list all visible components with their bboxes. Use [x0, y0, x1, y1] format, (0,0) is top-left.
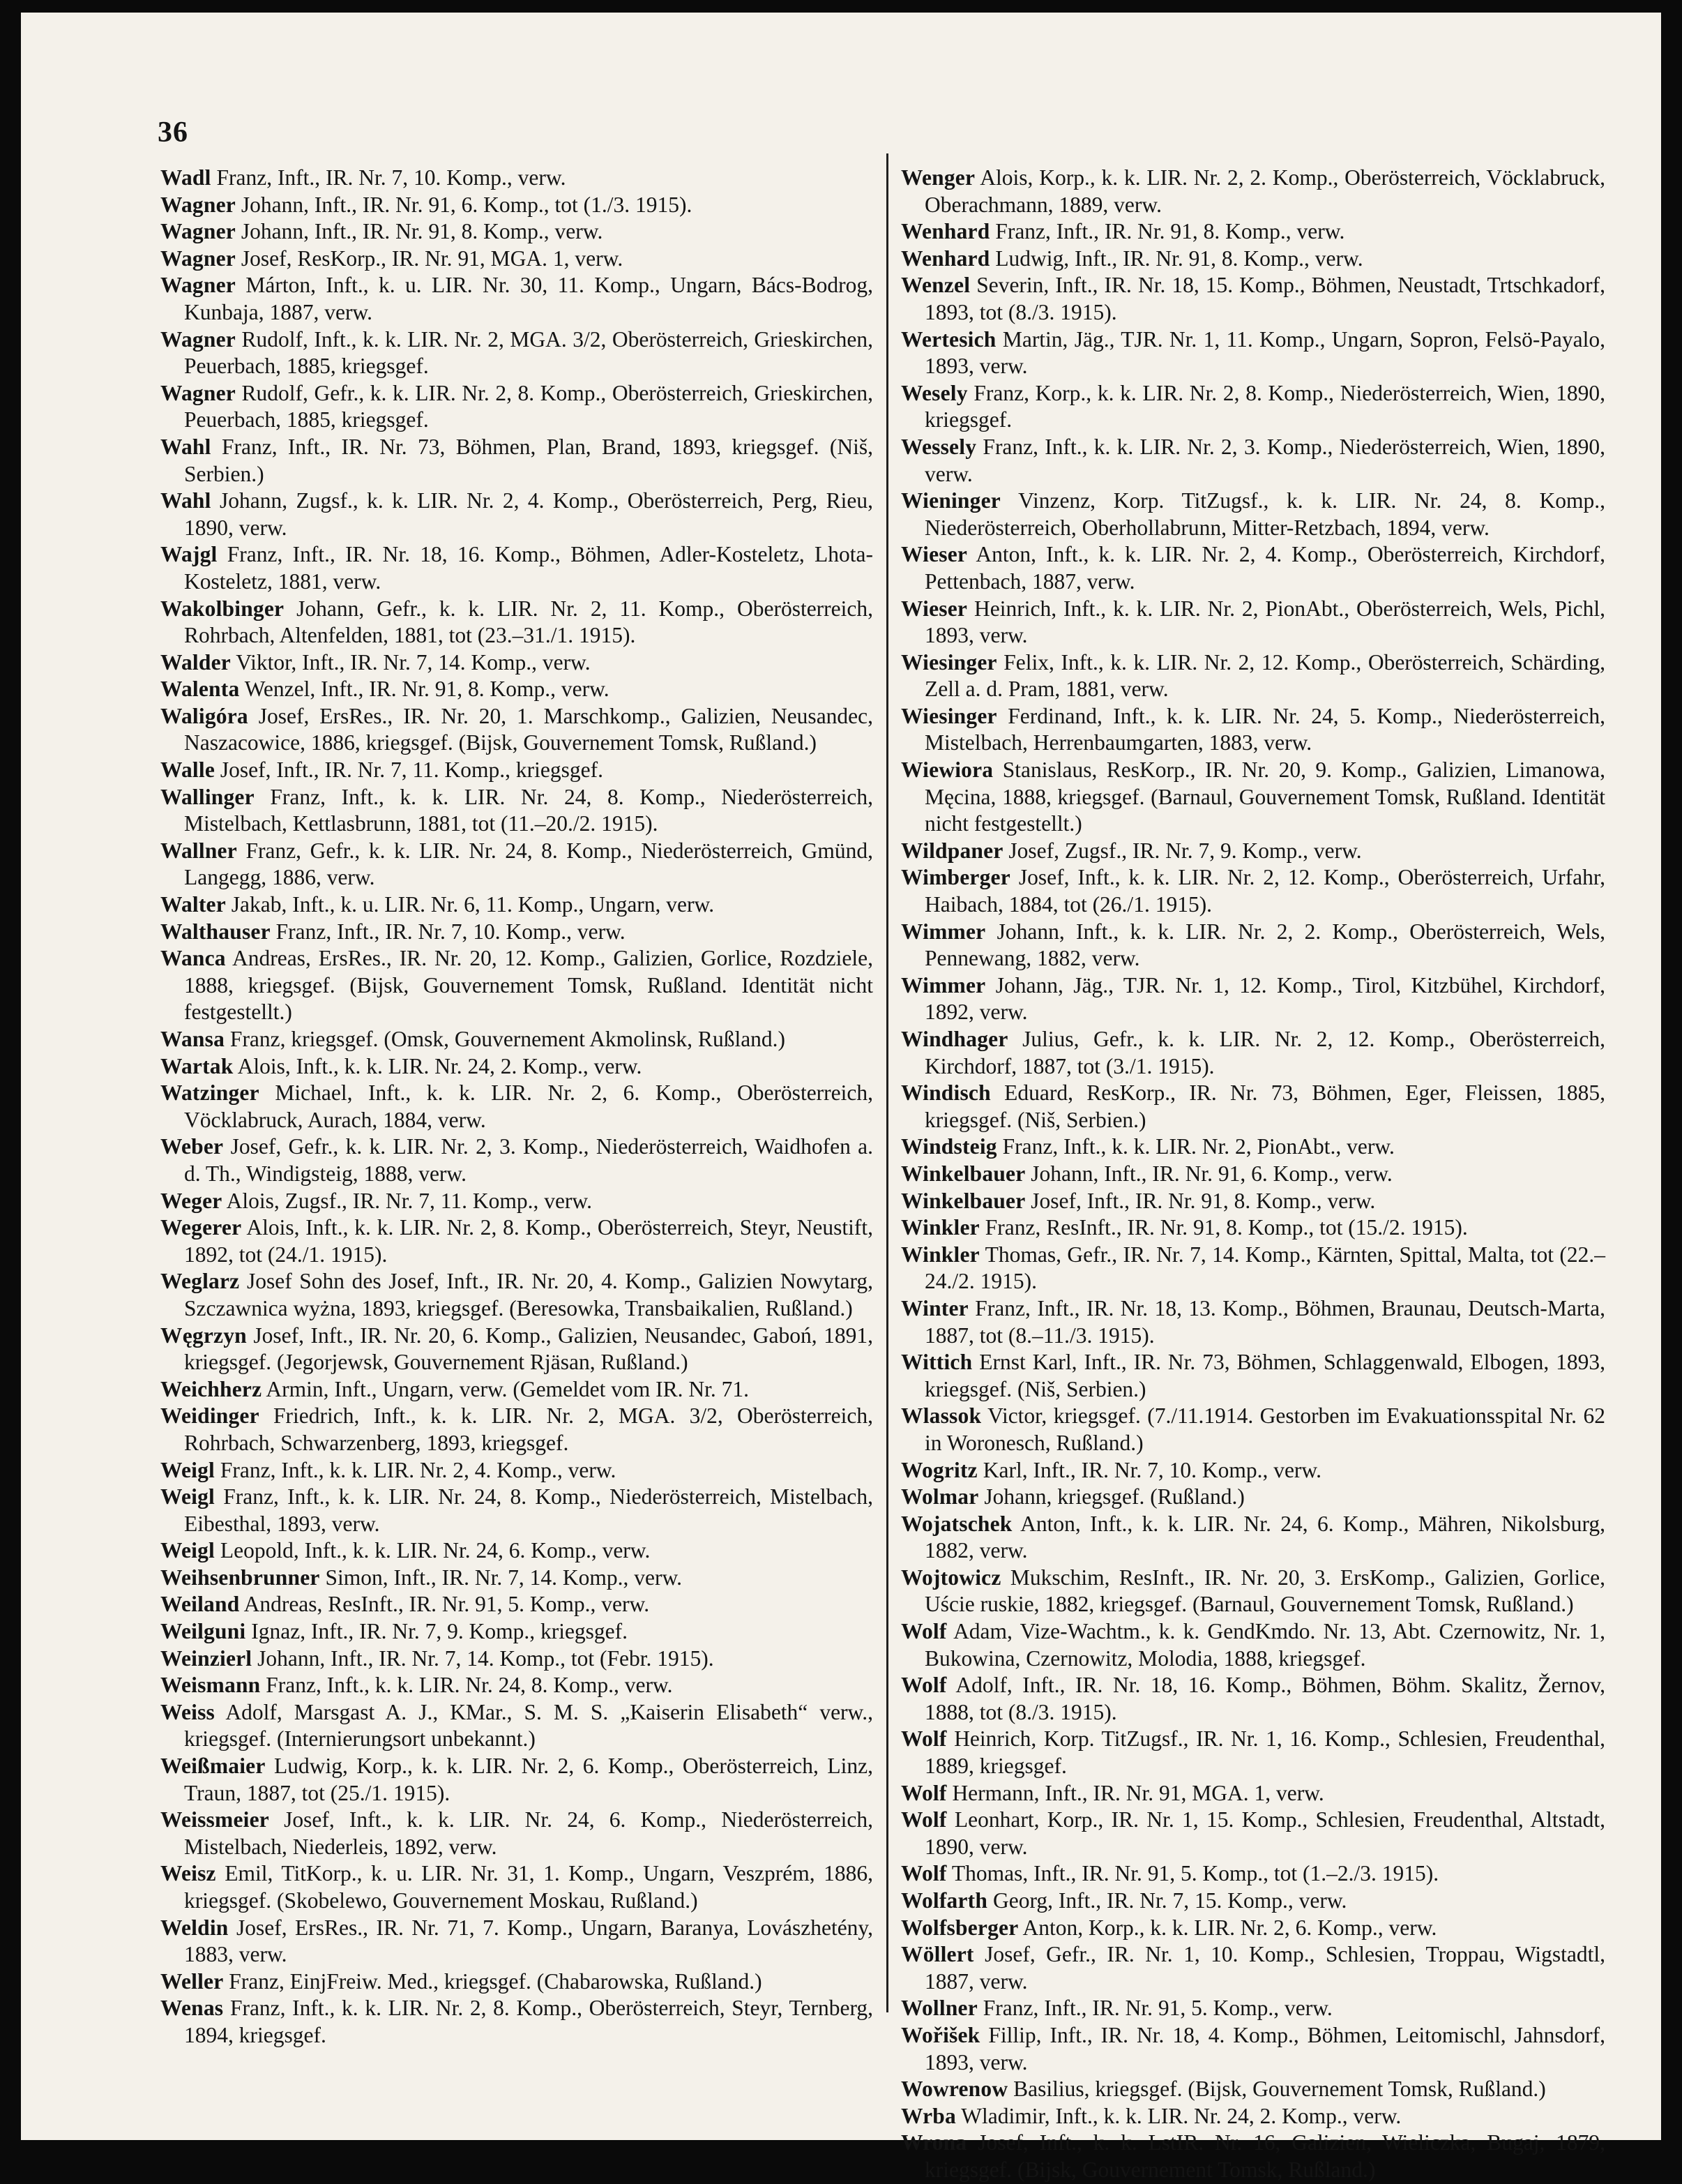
- entry-surname: Wessely: [901, 434, 977, 459]
- entry-surname: Wanca: [160, 946, 226, 971]
- entry-surname: Wolf: [901, 1807, 947, 1832]
- list-entry: [901, 2022, 1605, 2076]
- entry-surname: Weißmaier: [160, 1754, 266, 1779]
- entry-details: Severin, Inft., IR. Nr. 18, 15. Komp., Böhmen, Neustadt, Trtschkadorf, 1893, tot (8./3. 1915).: [925, 273, 1605, 324]
- entry-surname: Wagner: [160, 326, 236, 352]
- list-entry: [901, 1915, 1605, 1942]
- entry-surname: Walthauser: [160, 919, 271, 944]
- list-entry: [901, 703, 1605, 757]
- list-entry: [160, 1753, 873, 1807]
- list-entry: [160, 1807, 873, 1860]
- list-entry: [160, 1645, 873, 1673]
- entry-surname: Weichherz: [160, 1376, 262, 1401]
- entry-details: Johann, kriegsgef. (Rußland.): [984, 1484, 1245, 1509]
- entry-details: Josef, Inft., k. k. LIR. Nr. 2, 12. Komp., Oberösterreich, Urfahr, Haibach, 1884, tot (26./1. 1915).: [925, 865, 1605, 917]
- entry-surname: Wesely: [901, 380, 968, 405]
- entry-surname: Wagner: [160, 380, 236, 405]
- entry-surname: Wallner: [160, 838, 237, 863]
- entry-details: Alois, Inft., k. k. LIR. Nr. 24, 2. Komp., verw.: [237, 1053, 642, 1078]
- list-entry: [160, 326, 873, 380]
- list-entry: [901, 2076, 1605, 2103]
- entry-surname: Weinzierl: [160, 1645, 252, 1671]
- entry-details: Armin, Inft., Ungarn, verw. (Gemeldet vom IR. Nr. 71.: [266, 1376, 749, 1401]
- column-divider: [886, 153, 888, 2012]
- list-entry: [160, 649, 873, 677]
- list-entry: [160, 676, 873, 703]
- entry-surname: Walenta: [160, 677, 240, 702]
- list-entry: [160, 1053, 873, 1080]
- entry-surname: Wogritz: [901, 1457, 978, 1482]
- entry-details: Heinrich, Korp. TitZugsf., IR. Nr. 1, 16. Komp., Schlesien, Freudenthal, 1889, kriegsgef.: [925, 1726, 1605, 1779]
- entry-surname: Wiesinger: [901, 649, 997, 675]
- list-entry: [901, 757, 1605, 838]
- list-entry: [160, 1214, 873, 1268]
- entry-details: Ludwig, Korp., k. k. LIR. Nr. 2, 6. Komp., Oberösterreich, Linz, Traun, 1887, tot (25./1. 1915).: [184, 1754, 873, 1805]
- entry-details: Andreas, ErsRes., IR. Nr. 20, 12. Komp., Galizien, Gorlice, Rozdziele, 1888, kriegsgef. (Bijsk, Gouvernement Tomsk, Rußland. Identität nicht festgestellt.): [184, 946, 874, 1025]
- entry-details: Josef, Inft., IR. Nr. 91, 8. Komp., verw.: [1031, 1188, 1376, 1213]
- entry-details: Anton, Korp., k. k. LIR. Nr. 2, 6. Komp., verw.: [1022, 1915, 1437, 1940]
- list-entry: [160, 1860, 873, 1914]
- entry-details: Franz, Inft., k. k. LIR. Nr. 24, 8. Komp., Niederösterreich, Mistelbach, Eibesthal, 1893, verw.: [184, 1484, 874, 1536]
- entry-details: Josef, ResKorp., IR. Nr. 91, MGA. 1, verw.: [241, 246, 623, 271]
- list-entry: [160, 838, 873, 891]
- list-entry: [901, 326, 1605, 380]
- entry-details: Eduard, ResKorp., IR. Nr. 73, Böhmen, Eger, Fleissen, 1885, kriegsgef. (Niš, Serbien.): [925, 1080, 1605, 1132]
- entry-details: Mukschim, ResInft., IR. Nr. 20, 3. ErsKomp., Galizien, Gorlice, Uście ruskie, 1882, kriegsgef. (Barnaul, Gouvernement Tomsk, Rußland.): [925, 1565, 1605, 1617]
- entry-surname: Wahl: [160, 434, 211, 459]
- entry-details: Márton, Inft., k. u. LIR. Nr. 30, 11. Komp., Ungarn, Bács-Bodrog, Kunbaja, 1887, verw.: [184, 273, 873, 324]
- list-entry: [160, 434, 873, 488]
- list-entry: [901, 1161, 1605, 1188]
- entry-details: Josef, Inft., k. k. LIR. Nr. 24, 6. Komp., Niederösterreich, Mistelbach, Niederleis, 1892, verw.: [184, 1807, 873, 1859]
- entry-surname: Wajgl: [160, 542, 218, 567]
- list-entry: [160, 1080, 873, 1134]
- entry-details: Franz, Inft., k. k. LIR. Nr. 2, 3. Komp., Niederösterreich, Wien, 1890, verw.: [925, 434, 1606, 486]
- entry-surname: Weigl: [160, 1538, 215, 1563]
- list-entry: [901, 1672, 1605, 1726]
- list-entry: [160, 1403, 873, 1456]
- entry-details: Franz, Inft., IR. Nr. 7, 10. Komp., verw.: [275, 919, 626, 944]
- entry-details: Leonhart, Korp., IR. Nr. 1, 15. Komp., Schlesien, Freudenthal, Altstadt, 1890, verw.: [925, 1807, 1606, 1859]
- entry-surname: Weisz: [160, 1861, 216, 1886]
- entry-surname: Weber: [160, 1134, 224, 1159]
- entry-surname: Wolf: [901, 1780, 947, 1805]
- entry-details: Alois, Inft., k. k. LIR. Nr. 2, 8. Komp., Oberösterreich, Steyr, Neustift, 1892, tot (24./1. 1915).: [184, 1215, 874, 1267]
- entry-details: Wenzel, Inft., IR. Nr. 91, 8. Komp., verw.: [244, 677, 609, 702]
- entry-surname: Windhager: [901, 1027, 1008, 1051]
- entry-details: Johann, Inft., k. k. LIR. Nr. 2, 2. Komp., Oberösterreich, Wels, Pennewang, 1882, verw.: [925, 919, 1606, 971]
- list-entry: [160, 488, 873, 541]
- list-entry: [160, 272, 873, 326]
- list-entry: [160, 1188, 873, 1215]
- list-entry: [160, 218, 873, 246]
- entry-surname: Wiewiora: [901, 758, 994, 783]
- list-entry: [901, 1134, 1605, 1161]
- entry-surname: Wořišek: [901, 2022, 980, 2047]
- list-entry: [901, 1214, 1605, 1242]
- list-entry: [901, 838, 1605, 865]
- list-entry: [160, 1268, 873, 1322]
- list-entry: [160, 784, 873, 838]
- entry-surname: Weigl: [160, 1457, 215, 1482]
- list-entry: [901, 649, 1605, 703]
- entry-surname: Winkler: [901, 1215, 980, 1240]
- list-entry: [160, 1699, 873, 1753]
- entry-details: Josef, Gefr., IR. Nr. 1, 10. Komp., Schlesien, Troppau, Wigstadtl, 1887, verw.: [925, 1942, 1605, 1994]
- list-entry: [160, 380, 873, 434]
- entry-details: Felix, Inft., k. k. LIR. Nr. 2, 12. Komp., Oberösterreich, Schärding, Zell a. d. Pram, 1881, verw.: [925, 649, 1606, 702]
- right-column: [901, 165, 1605, 2184]
- entry-details: Adam, Vize-Wachtm., k. k. GendKmdo. Nr. 13, Abt. Czernowitz, Nr. 1, Bukowina, Czernowitz, Molodia, 1888, kriegsgef.: [925, 1619, 1605, 1671]
- entry-details: Johann, Jäg., TJR. Nr. 1, 12. Komp., Tirol, Kitzbühel, Kirchdorf, 1892, verw.: [925, 972, 1606, 1025]
- entry-details: Ernst Karl, Inft., IR. Nr. 73, Böhmen, Schlaggenwald, Elbogen, 1893, kriegsgef. (Niš, Serbien.): [925, 1350, 1606, 1401]
- list-entry: [160, 1915, 873, 1968]
- entry-details: Franz, Inft., k. k. LIR. Nr. 24, 8. Komp., Niederösterreich, Mistelbach, Kettlasbrunn, 1881, tot (11.–20./2. 1915).: [184, 784, 873, 836]
- entry-surname: Winkelbauer: [901, 1161, 1026, 1186]
- entry-surname: Wimberger: [901, 865, 1010, 890]
- list-entry: [160, 1376, 873, 1403]
- entry-details: Emil, TitKorp., k. u. LIR. Nr. 31, 1. Komp., Ungarn, Veszprém, 1886, kriegsgef. (Skobelewo, Gouvernement Moskau, Rußland.): [184, 1861, 873, 1913]
- entry-surname: Wenger: [901, 165, 976, 190]
- entry-surname: Wansa: [160, 1027, 225, 1051]
- entry-surname: Wakolbinger: [160, 596, 285, 621]
- entry-details: Andreas, ResInft., IR. Nr. 91, 5. Komp., verw.: [243, 1592, 650, 1617]
- list-entry: [160, 919, 873, 946]
- list-entry: [160, 1537, 873, 1565]
- entry-details: Victor, kriegsgef. (7./11.1914. Gestorben im Evakuationsspital Nr. 62 in Woronesch, Rußland.): [925, 1403, 1605, 1455]
- list-entry: [901, 1457, 1605, 1484]
- list-entry: [901, 272, 1605, 326]
- entry-surname: Wöllert: [901, 1942, 974, 1967]
- entry-details: Viktor, Inft., IR. Nr. 7, 14. Komp., verw.: [236, 649, 591, 675]
- entry-details: Rudolf, Gefr., k. k. LIR. Nr. 2, 8. Komp., Oberösterreich, Grieskirchen, Peuerbach, 1885, kriegsgef.: [184, 380, 873, 432]
- entry-details: Franz, Inft., k. k. LIR. Nr. 24, 8. Komp., verw.: [266, 1673, 673, 1698]
- entry-details: Franz, Inft., k. k. LIR. Nr. 2, 4. Komp., verw.: [220, 1457, 616, 1482]
- entry-surname: Wolf: [901, 1861, 947, 1886]
- list-entry: [901, 165, 1605, 218]
- list-entry: [901, 1888, 1605, 1915]
- list-entry: [160, 541, 873, 595]
- entry-surname: Winkler: [901, 1242, 980, 1267]
- list-entry: [901, 919, 1605, 972]
- entry-details: Alois, Korp., k. k. LIR. Nr. 2, 2. Komp., Oberösterreich, Vöcklabruck, Oberachmann, 1889, verw.: [925, 165, 1605, 217]
- entry-details: Franz, Inft., IR. Nr. 91, 5. Komp., verw.: [983, 1996, 1333, 2021]
- entry-surname: Windisch: [901, 1080, 991, 1106]
- entry-details: Basilius, kriegsgef. (Bijsk, Gouvernement Tomsk, Rußland.): [1013, 2077, 1546, 2102]
- entry-surname: Weiland: [160, 1592, 240, 1617]
- entry-details: Jakab, Inft., k. u. LIR. Nr. 6, 11. Komp., Ungarn, verw.: [231, 892, 715, 917]
- entry-details: Georg, Inft., IR. Nr. 7, 15. Komp., verw.: [992, 1888, 1347, 1913]
- entry-details: Johann, Zugsf., k. k. LIR. Nr. 2, 4. Komp., Oberösterreich, Perg, Rieu, 1890, verw.: [184, 488, 873, 540]
- entry-details: Anton, Inft., k. k. LIR. Nr. 2, 4. Komp., Oberösterreich, Kirchdorf, Pettenbach, 1887, verw.: [925, 542, 1605, 594]
- entry-details: Josef, ErsRes., IR. Nr. 20, 1. Marschkomp., Galizien, Neusandec, Naszacowice, 1886, kriegsgef. (Bijsk, Gouvernement Tomsk, Rußland.): [184, 703, 874, 755]
- entry-surname: Wallinger: [160, 784, 255, 809]
- entry-surname: Weihsenbrunner: [160, 1565, 320, 1590]
- entry-surname: Wartak: [160, 1053, 234, 1078]
- entry-surname: Walder: [160, 649, 231, 675]
- entry-surname: Wagner: [160, 273, 236, 298]
- list-entry: [160, 596, 873, 649]
- entry-surname: Walle: [160, 758, 215, 783]
- list-entry: [901, 380, 1605, 434]
- entry-surname: Waligóra: [160, 703, 248, 728]
- entry-details: Julius, Gefr., k. k. LIR. Nr. 2, 12. Komp., Oberösterreich, Kirchdorf, 1887, tot (3./1. 1915).: [925, 1027, 1605, 1078]
- entry-surname: Wenhard: [901, 219, 990, 244]
- list-entry: [901, 488, 1605, 541]
- list-entry: [160, 1968, 873, 1996]
- entry-surname: Weger: [160, 1188, 222, 1213]
- list-entry: [901, 1188, 1605, 1215]
- entry-details: Josef, Inft., k. k. LstIR. Nr. 16, Galizien, Wieliczka, Bugaj, 1879, kriegsgef. (Bijsk, Gouvernement Tomsk, Rußland.): [925, 2130, 1605, 2182]
- entry-details: Alois, Zugsf., IR. Nr. 7, 11. Komp., verw.: [226, 1188, 592, 1213]
- list-entry: [160, 757, 873, 784]
- entry-details: Franz, Inft., IR. Nr. 73, Böhmen, Plan, Brand, 1893, kriegsgef. (Niš, Serbien.): [184, 434, 873, 486]
- list-entry: [901, 596, 1605, 649]
- entry-surname: Wenhard: [901, 246, 990, 271]
- entry-details: Josef, Inft., IR. Nr. 20, 6. Komp., Galizien, Neusandec, Gaboń, 1891, kriegsgef. (Jegorjewsk, Gouvernement Rjäsan, Rußland.): [184, 1323, 873, 1375]
- entry-surname: Wegerer: [160, 1215, 242, 1240]
- entry-surname: Wojatschek: [901, 1511, 1013, 1536]
- entry-surname: Wolf: [901, 1619, 947, 1644]
- entry-details: Anton, Inft., k. k. LIR. Nr. 24, 6. Komp., Mähren, Nikolsburg, 1882, verw.: [925, 1511, 1605, 1563]
- list-entry: [160, 192, 873, 219]
- entry-surname: Weiss: [160, 1699, 215, 1724]
- entry-details: Franz, Inft., IR. Nr. 7, 10. Komp., verw.: [216, 165, 566, 190]
- list-entry: [160, 1591, 873, 1618]
- entry-details: Hermann, Inft., IR. Nr. 91, MGA. 1, verw.: [952, 1780, 1324, 1805]
- list-entry: [160, 703, 873, 757]
- list-entry: [901, 218, 1605, 246]
- entry-surname: Wimmer: [901, 919, 986, 944]
- list-entry: [901, 1349, 1605, 1403]
- entry-surname: Weigl: [160, 1484, 215, 1509]
- entry-surname: Wolfarth: [901, 1888, 988, 1913]
- list-entry: [901, 246, 1605, 273]
- entry-surname: Wolfsberger: [901, 1915, 1019, 1940]
- list-entry: [901, 1565, 1605, 1618]
- list-entry: [901, 1807, 1605, 1860]
- list-entry: [160, 1134, 873, 1187]
- entry-details: Franz, Inft., IR. Nr. 18, 16. Komp., Böhmen, Adler-Kosteletz, Lhota-Kosteletz, 1881, verw.: [184, 542, 873, 594]
- list-entry: [901, 1242, 1605, 1295]
- list-entry: [901, 2130, 1605, 2183]
- entry-surname: Walter: [160, 892, 226, 917]
- entry-details: Franz, kriegsgef. (Omsk, Gouvernement Akmolinsk, Rußland.): [229, 1027, 786, 1051]
- entry-surname: Wagner: [160, 192, 236, 217]
- entry-details: Josef Sohn des Josef, Inft., IR. Nr. 20, 4. Komp., Galizien Nowytarg, Szczawnica wyżna, 1893, kriegsgef. (Beresowka, Transbaikalien, Rußland.): [184, 1269, 873, 1320]
- entry-details: Franz, Inft., k. k. LIR. Nr. 2, PionAbt., verw.: [1002, 1134, 1395, 1159]
- left-column: [160, 165, 873, 2049]
- entry-surname: Wlassok: [901, 1403, 982, 1429]
- entry-surname: Weller: [160, 1968, 224, 1994]
- list-entry: [901, 1080, 1605, 1134]
- list-entry: [160, 246, 873, 273]
- list-entry: [901, 1618, 1605, 1672]
- entry-surname: Wenas: [160, 1996, 224, 2021]
- entry-surname: Weldin: [160, 1915, 229, 1940]
- entry-surname: Wieninger: [901, 488, 1001, 513]
- entry-surname: Wenzel: [901, 273, 971, 298]
- entry-surname: Wolf: [901, 1673, 947, 1698]
- entry-details: Fillip, Inft., IR. Nr. 18, 4. Komp., Böhmen, Leitomischl, Jahnsdorf, 1893, verw.: [925, 2022, 1606, 2074]
- entry-surname: Węgrzyn: [160, 1323, 247, 1348]
- entry-surname: Weglarz: [160, 1269, 240, 1294]
- entry-surname: Wieser: [901, 542, 968, 567]
- list-entry: [160, 165, 873, 192]
- list-entry: [901, 1780, 1605, 1807]
- list-entry: [901, 1403, 1605, 1456]
- entry-surname: Wojtowicz: [901, 1565, 1001, 1590]
- entry-surname: Wolmar: [901, 1484, 979, 1509]
- entry-details: Ignaz, Inft., IR. Nr. 7, 9. Komp., kriegsgef.: [251, 1619, 628, 1644]
- list-entry: [901, 864, 1605, 918]
- entry-details: Johann, Inft., IR. Nr. 7, 14. Komp., tot (Febr. 1915).: [257, 1645, 714, 1671]
- entry-details: Thomas, Inft., IR. Nr. 91, 5. Komp., tot (1.–2./3. 1915).: [951, 1861, 1439, 1886]
- entry-details: Simon, Inft., IR. Nr. 7, 14. Komp., verw.: [325, 1565, 683, 1590]
- list-entry: [901, 434, 1605, 488]
- list-entry: [160, 1026, 873, 1053]
- entry-details: Franz, Inft., IR. Nr. 91, 8. Komp., verw.: [995, 219, 1345, 244]
- entry-details: Franz, Korp., k. k. LIR. Nr. 2, 8. Komp., Niederösterreich, Wien, 1890, kriegsgef.: [925, 380, 1605, 432]
- entry-surname: Wimmer: [901, 972, 986, 997]
- entry-details: Thomas, Gefr., IR. Nr. 7, 14. Komp., Kärnten, Spittal, Malta, tot (22.–24./2. 1915).: [925, 1242, 1605, 1294]
- entry-details: Franz, Inft., k. k. LIR. Nr. 2, 8. Komp., Oberösterreich, Steyr, Ternberg, 1894, kriegsgef.: [184, 1996, 873, 2047]
- entry-details: Martin, Jäg., TJR. Nr. 1, 11. Komp., Ungarn, Sopron, Felsö-Payalo, 1893, verw.: [925, 326, 1605, 379]
- entry-details: Josef, Gefr., k. k. LIR. Nr. 2, 3. Komp., Niederösterreich, Waidhofen a. d. Th., Windigsteig, 1888, verw.: [184, 1134, 874, 1186]
- entry-details: Rudolf, Inft., k. k. LIR. Nr. 2, MGA. 3/2, Oberösterreich, Grieskirchen, Peuerbach, 1885, kriegsgef.: [184, 326, 873, 379]
- list-entry: [901, 1941, 1605, 1995]
- list-entry: [160, 1484, 873, 1537]
- list-entry: [160, 945, 873, 1026]
- entry-details: Johann, Inft., IR. Nr. 91, 6. Komp., verw.: [1031, 1161, 1393, 1186]
- entry-details: Adolf, Inft., IR. Nr. 18, 16. Komp., Böhmen, Böhm. Skalitz, Žernov, 1888, tot (8./3. 1915).: [925, 1673, 1605, 1724]
- list-entry: [160, 891, 873, 919]
- list-entry: [160, 1457, 873, 1484]
- entry-surname: Wittich: [901, 1350, 973, 1375]
- entry-details: Josef, Inft., IR. Nr. 7, 11. Komp., kriegsgef.: [220, 758, 604, 783]
- entry-surname: Weilguni: [160, 1619, 246, 1644]
- list-entry: [901, 972, 1605, 1026]
- entry-details: Ludwig, Inft., IR. Nr. 91, 8. Komp., verw.: [995, 246, 1363, 271]
- list-entry: [901, 1295, 1605, 1349]
- entry-surname: Wollner: [901, 1996, 978, 2021]
- entry-details: Johann, Gefr., k. k. LIR. Nr. 2, 11. Komp., Oberösterreich, Rohrbach, Altenfelden, 1881, tot (23.–31./1. 1915).: [184, 596, 874, 648]
- entry-details: Franz, ResInft., IR. Nr. 91, 8. Komp., tot (15./2. 1915).: [985, 1215, 1468, 1240]
- entry-details: Josef, Zugsf., IR. Nr. 7, 9. Komp., verw.: [1008, 838, 1362, 863]
- list-entry: [160, 1618, 873, 1645]
- entry-surname: Wrona: [901, 2130, 967, 2155]
- entry-surname: Winter: [901, 1295, 969, 1320]
- list-entry: [160, 1995, 873, 2049]
- list-entry: [901, 1995, 1605, 2022]
- entry-details: Michael, Inft., k. k. LIR. Nr. 2, 6. Komp., Oberösterreich, Vöcklabruck, Aurach, 1884, verw.: [184, 1080, 873, 1132]
- entry-details: Karl, Inft., IR. Nr. 7, 10. Komp., verw.: [983, 1457, 1322, 1482]
- list-entry: [901, 1026, 1605, 1080]
- entry-surname: Watzinger: [160, 1080, 259, 1106]
- entry-surname: Wagner: [160, 246, 236, 271]
- entry-details: Friedrich, Inft., k. k. LIR. Nr. 2, MGA. 3/2, Oberösterreich, Rohrbach, Schwarzenberg, 1893, kriegsgef.: [184, 1403, 874, 1455]
- entry-details: Adolf, Marsgast A. J., KMar., S. M. S. „Kaiserin Elisabeth“ verw., kriegsgef. (Internierungsort unbekannt.): [184, 1699, 873, 1752]
- list-entry: [901, 1860, 1605, 1888]
- entry-surname: Wildpaner: [901, 838, 1003, 863]
- entry-details: Franz, EinjFreiw. Med., kriegsgef. (Chabarowska, Rußland.): [229, 1968, 762, 1994]
- page-number: 36: [158, 116, 188, 149]
- list-entry: [901, 1726, 1605, 1779]
- entry-surname: Wahl: [160, 488, 211, 513]
- list-entry: [160, 1323, 873, 1376]
- entry-surname: Wolf: [901, 1726, 947, 1752]
- list-entry: [160, 1672, 873, 1699]
- document-page: [21, 13, 1661, 2182]
- list-entry: [901, 541, 1605, 595]
- entry-details: Franz, Inft., IR. Nr. 18, 13. Komp., Böhmen, Braunau, Deutsch-Marta, 1887, tot (8.–11./3. 1915).: [925, 1295, 1605, 1348]
- entry-surname: Wieser: [901, 596, 968, 621]
- list-entry: [901, 1511, 1605, 1565]
- entry-surname: Wagner: [160, 219, 236, 244]
- entry-surname: Weissmeier: [160, 1807, 269, 1832]
- entry-surname: Wowrenow: [901, 2077, 1008, 2102]
- entry-surname: Winkelbauer: [901, 1188, 1026, 1213]
- entry-surname: Wrba: [901, 2103, 956, 2128]
- entry-details: Wladimir, Inft., k. k. LIR. Nr. 24, 2. Komp., verw.: [961, 2103, 1402, 2128]
- list-entry: [160, 1565, 873, 1592]
- entry-details: Johann, Inft., IR. Nr. 91, 8. Komp., verw.: [241, 219, 603, 244]
- entry-surname: Weidinger: [160, 1403, 259, 1429]
- entry-details: Leopold, Inft., k. k. LIR. Nr. 24, 6. Komp., verw.: [220, 1538, 651, 1563]
- list-entry: [901, 2103, 1605, 2130]
- entry-details: Johann, Inft., IR. Nr. 91, 6. Komp., tot (1./3. 1915).: [241, 192, 692, 217]
- entry-surname: Windsteig: [901, 1134, 997, 1159]
- entry-details: Josef, ErsRes., IR. Nr. 71, 7. Komp., Ungarn, Baranya, Lovászhetény, 1883, verw.: [184, 1915, 874, 1967]
- entry-details: Ferdinand, Inft., k. k. LIR. Nr. 24, 5. Komp., Niederösterreich, Mistelbach, Herrenbaumgarten, 1883, verw.: [925, 703, 1605, 755]
- entry-surname: Weismann: [160, 1673, 261, 1698]
- entry-surname: Wadl: [160, 165, 211, 190]
- entry-surname: Wertesich: [901, 326, 997, 352]
- entry-details: Vinzenz, Korp. TitZugsf., k. k. LIR. Nr. 24, 8. Komp., Niederösterreich, Oberhollabrunn, Mitter-Retzbach, 1894, verw.: [925, 488, 1605, 540]
- entry-surname: Wiesinger: [901, 703, 997, 728]
- entry-details: Heinrich, Inft., k. k. LIR. Nr. 2, PionAbt., Oberösterreich, Wels, Pichl, 1893, verw.: [925, 596, 1605, 648]
- list-entry: [901, 1484, 1605, 1511]
- entry-details: Stanislaus, ResKorp., IR. Nr. 20, 9. Komp., Galizien, Limanowa, Męcina, 1888, kriegsgef. (Barnaul, Gouvernement Tomsk, Rußland. Identität nicht festgestellt.): [925, 758, 1605, 836]
- entry-details: Franz, Gefr., k. k. LIR. Nr. 24, 8. Komp., Niederösterreich, Gmünd, Langegg, 1886, verw.: [184, 838, 874, 890]
